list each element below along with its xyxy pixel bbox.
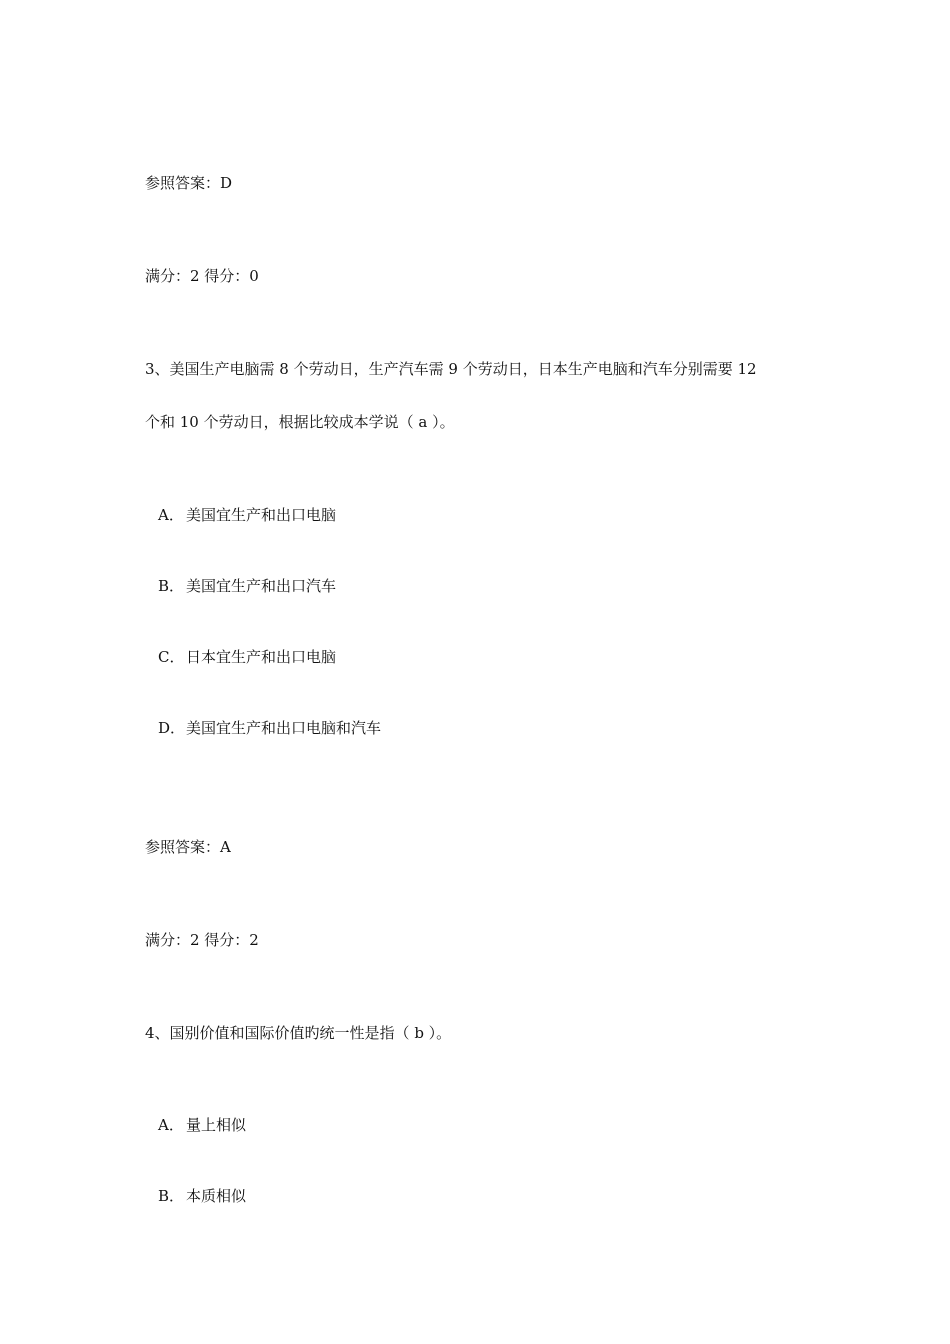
option-label: A． (158, 1116, 184, 1134)
prev-reference-answer: 参照答案：D (145, 174, 233, 192)
option-label: D． (158, 719, 186, 737)
option-label: A． (158, 506, 184, 524)
option-text: 日本宜生产和出口电脑 (186, 648, 337, 666)
option-text: 美国宜生产和出口电脑和汽车 (186, 719, 382, 737)
option-text: 美国宜生产和出口汽车 (186, 577, 337, 595)
q3-option-d (158, 718, 381, 738)
q3-option-a (158, 505, 336, 525)
q3-score: 满分：2 得分：2 (145, 931, 259, 949)
q3-option-c (158, 647, 336, 667)
q4-option-b (158, 1186, 246, 1206)
option-label: B． (158, 577, 185, 595)
option-text: 本质相似 (186, 1187, 247, 1205)
option-text: 量上相似 (186, 1116, 247, 1134)
option-label: C． (158, 648, 185, 666)
q3-reference-answer: 参照答案：A (145, 838, 231, 856)
q4-option-a (158, 1115, 246, 1135)
q4-stem: 4、国别价值和国际价值旳统一性是指（ b ）。 (145, 1024, 452, 1042)
q3-stem-line1: 3、美国生产电脑需 8 个劳动日，生产汽车需 9 个劳动日，日本生产电脑和汽车分别需要 12 (145, 360, 757, 378)
prev-score: 满分：2 得分：0 (145, 267, 259, 285)
q3-option-b (158, 576, 336, 596)
option-text: 美国宜生产和出口电脑 (186, 506, 337, 524)
option-label: B． (158, 1187, 185, 1205)
q3-stem-line2: 个和 10 个劳动日，根据比较成本学说（ a ）。 (145, 413, 455, 431)
